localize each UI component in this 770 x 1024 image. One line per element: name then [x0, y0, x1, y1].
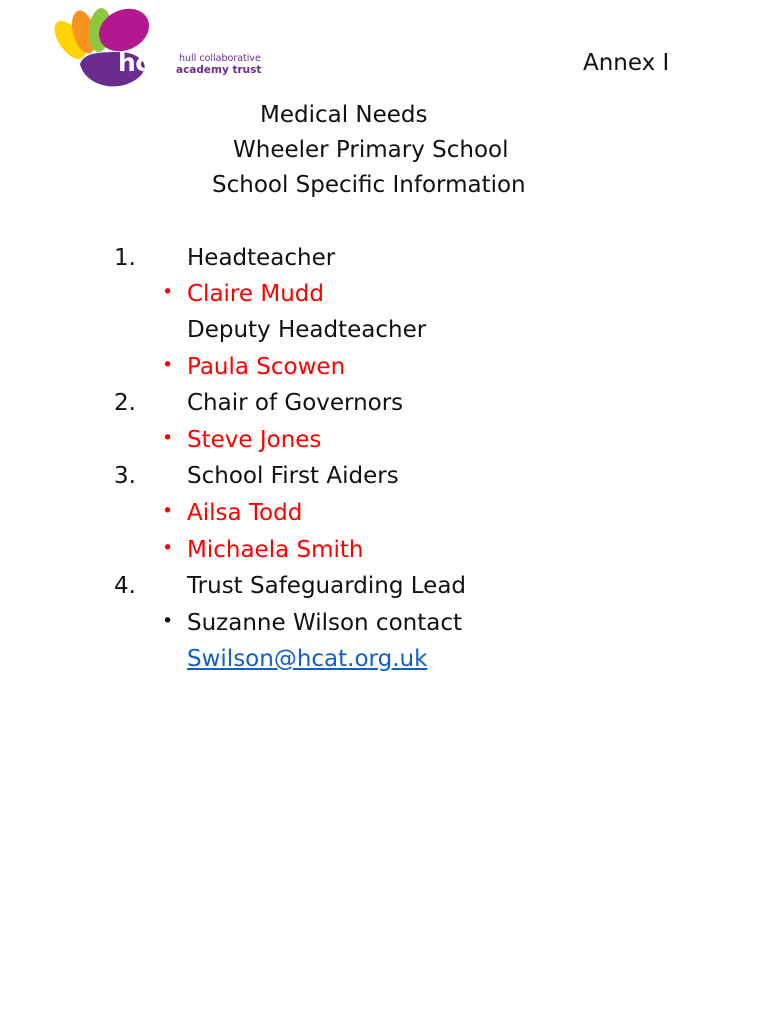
bullet-icon: •: [162, 281, 174, 303]
logo-line1: hull collaborative: [179, 53, 261, 64]
person-name: Claire Mudd: [187, 281, 324, 307]
section-heading: Headteacher: [187, 245, 336, 271]
email-link[interactable]: Swilson@hcat.org.uk: [187, 646, 428, 672]
section-number: 2.: [114, 390, 136, 416]
hcat-logo: [40, 8, 262, 96]
person-name: Paula Scowen: [187, 354, 346, 380]
section-number: 4.: [114, 573, 136, 599]
title-line-2: Wheeler Primary School: [233, 137, 509, 163]
person-name: Ailsa Todd: [187, 500, 303, 526]
section-number: 3.: [114, 463, 136, 489]
title-line-1: Medical Needs: [260, 102, 428, 128]
logo-brand: hcat: [118, 48, 178, 77]
section-heading: Trust Safeguarding Lead: [187, 573, 467, 599]
contact-text: Suzanne Wilson contact: [187, 610, 462, 636]
person-name: Michaela Smith: [187, 537, 364, 563]
section-heading: Chair of Governors: [187, 390, 404, 416]
bullet-icon: •: [162, 500, 174, 522]
person-name: Steve Jones: [187, 427, 322, 453]
section-number: 1.: [114, 245, 136, 271]
logo-line2: academy trust: [176, 64, 262, 76]
section-heading: School First Aiders: [187, 463, 399, 489]
section-subheading: Deputy Headteacher: [187, 317, 427, 343]
annex-label: Annex I: [583, 50, 670, 76]
bullet-icon: •: [162, 427, 174, 449]
title-line-3: School Specific Information: [212, 172, 526, 198]
bullet-icon: •: [162, 610, 174, 632]
bullet-icon: •: [162, 354, 174, 376]
bullet-icon: •: [162, 537, 174, 559]
